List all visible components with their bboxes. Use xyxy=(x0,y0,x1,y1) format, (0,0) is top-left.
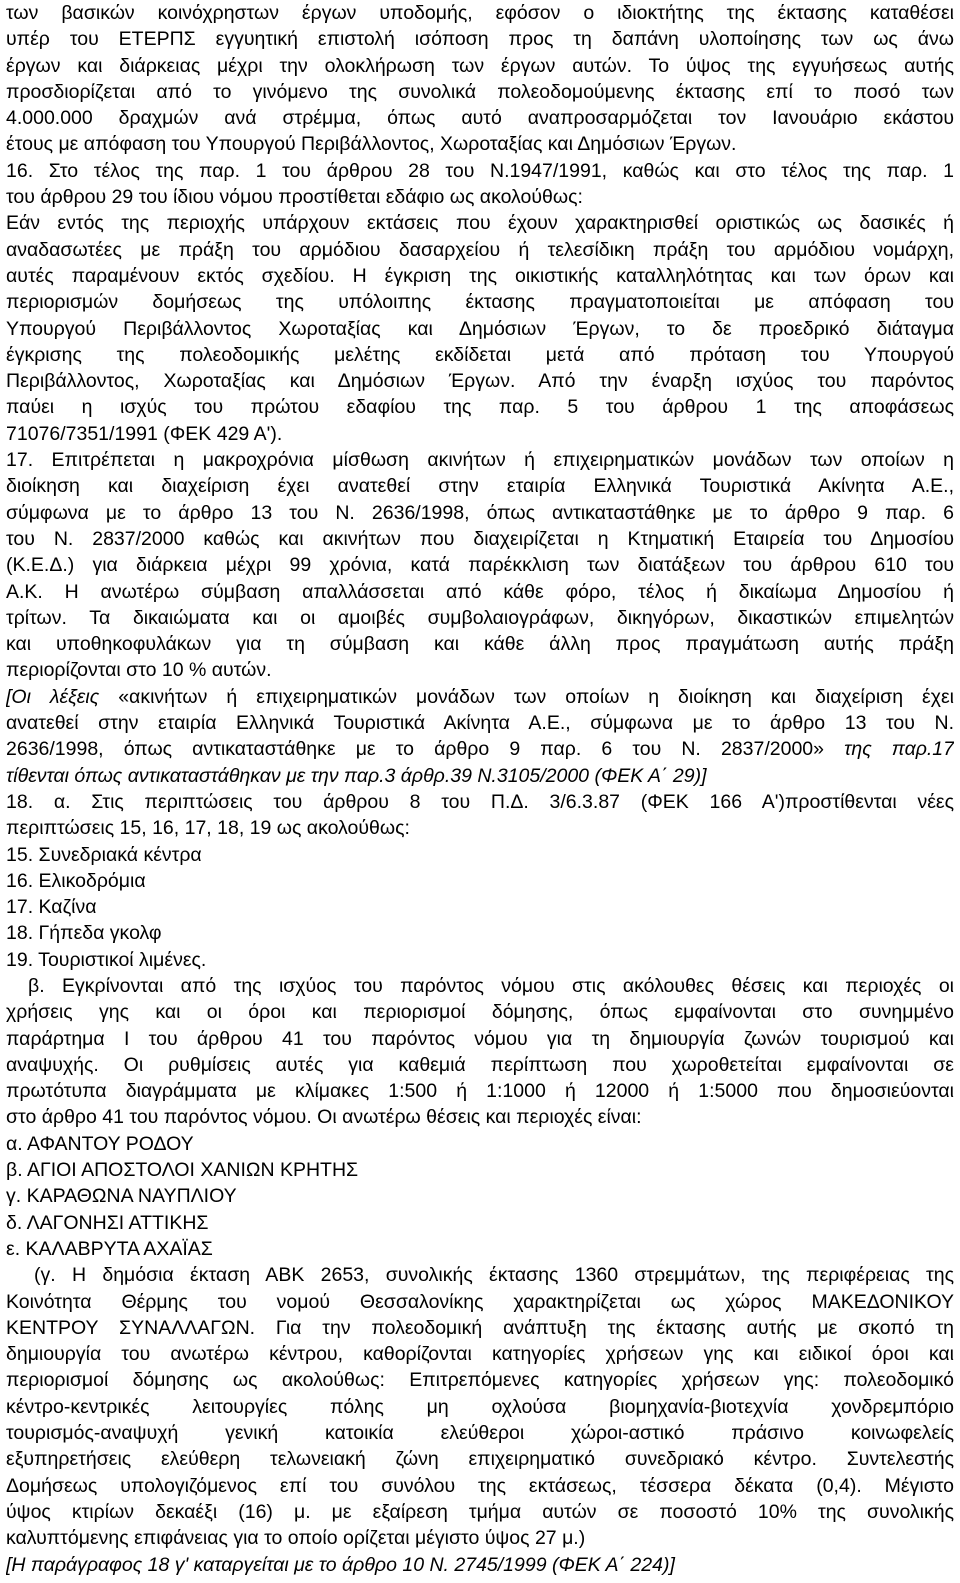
text-line: περιπτώσεις 15, 16, 17, 18, 19 ως ακολούθως: xyxy=(6,817,410,840)
text-line: Περιβάλλοντος, Χωροταξίας και Δημόσιων Έργων. Από την έναρξη ισχύος του παρόντος xyxy=(6,370,954,393)
amendment-text: «ακινήτων ή επιχειρηματικών μονάδων των οποίων η διοίκηση και διαχείριση έχει xyxy=(118,685,954,708)
text-line: 4.000.000 δραχμών ανά στρέμμα, όπως αυτό αναπροσαρμόζεται τον Ιανουάριο εκάστου xyxy=(6,107,954,130)
text-line: έργων και διάρκειας μέχρι την ολοκλήρωση των έργων αυτών. Το ύψος της εγγυήσεως αυτής xyxy=(6,54,954,77)
text-line: χρήσεις γης και οι όροι και περιορισμοί δόμησης, όπως εμφαίνονται στο συνημμένο xyxy=(6,1001,954,1024)
text-line: ΚΕΝΤΡΟΥ ΣΥΝΑΛΛΑΓΩΝ. Για την πολεοδομική ανάπτυξη της έκτασης αυτής με σκοπό τη xyxy=(6,1316,954,1339)
list-item: γ. ΚΑΡΑΘΩΝΑ ΝΑΥΠΛΙΟΥ xyxy=(6,1185,237,1208)
text-line: Δομήσεως υπολογιζόμενος επί του συνόλου της εκτάσεως, τέσσερα δέκατα (0,4). Μέγιστο xyxy=(6,1474,954,1497)
amendment-line xyxy=(6,684,954,710)
text-line: αυτές παραμένουν εκτός σχεδίου. Η έγκριση της οικιστικής καταλληλότητας και των όρων και xyxy=(6,264,954,287)
text-line: Κοινότητα Θέρμης του νομού Θεσσαλονίκης χαρακτηρίζεται ως χώρος ΜΑΚΕΔΟΝΙΚΟΥ xyxy=(6,1290,954,1313)
amendment-italic: [Οι λέξεις xyxy=(6,685,100,708)
amendment-text: 2636/1998, όπως αντικαταστάθηκε με το άρθρο 9 παρ. 6 του Ν. 2837/2000» xyxy=(6,738,824,761)
paragraph-16-start: 16. Στο τέλος της παρ. 1 του άρθρου 28 του Ν.1947/1991, καθώς και στο τέλος της παρ. 1 xyxy=(6,159,954,182)
amendment-italic: της παρ.17 xyxy=(844,738,954,761)
text-line: παύει η ισχύς του πρώτου εδαφίου της παρ. 5 του άρθρου 1 της αποφάσεως xyxy=(6,396,954,419)
amendment-line xyxy=(6,736,954,762)
text-line: έγκρισης της πολεοδομικής μελέτης εκδίδεται μετά από πρόταση του Υπουργού xyxy=(6,343,954,366)
text-line: τουρισμός-αναψυχή γενική κατοικία ελεύθεροι χώροι-αστικό πράσινο κοινωφελείς xyxy=(6,1422,954,1445)
text-line: του άρθρου 29 του ίδιου νόμου προστίθεται εδάφιο ως ακολούθως: xyxy=(6,186,583,209)
text-line: (Κ.Ε.Δ.) για διάρκεια μέχρι 99 χρόνια, κατά παρέκκλιση των διατάξεων του άρθρου 610 του xyxy=(6,554,954,577)
text-line: προσδιορίζεται από το γινόμενο της συνολικά πολεοδομούμενης έκτασης επί το ποσό των xyxy=(6,80,954,103)
text-line: περιορισμοί δόμησης ως ακολούθως: Επιτρεπόμενες κατηγορίες χρήσεων γης: πολεοδομικό xyxy=(6,1369,954,1392)
text-line: του Ν. 2837/2000 καθώς και ακινήτων που διαχειρίζεται η Κτηματική Εταιρεία του Δημοσίου xyxy=(6,527,954,550)
text-line: 71076/7351/1991 (ΦΕΚ 429 Α'). xyxy=(6,422,283,445)
list-item: ε. ΚΑΛΑΒΡΥΤΑ ΑΧΑΪΑΣ xyxy=(6,1237,213,1260)
text-line: σύμφωνα με το άρθρο 13 του Ν. 2636/1998, όπως αντικαταστάθηκε με το άρθρο 9 παρ. 6 xyxy=(6,501,954,524)
list-item: 15. Συνεδριακά κέντρα xyxy=(6,843,202,866)
text-line: αναψυχής. Οι ρυθμίσεις αυτές για καθεμιά περίπτωση που χωροθετείται εμφαίνονται σε xyxy=(6,1053,954,1076)
amendment-line: ανατεθεί στην εταιρία Ελληνικά Τουριστικά Ακίνητα Α.Ε., σύμφωνα με το άρθρο 13 του Ν. xyxy=(6,712,954,735)
text-line: πρωτότυπα διαγράμματα με κλίμακες 1:500 ή 1:1000 ή 12000 ή 1:5000 που δημοσιεύονται xyxy=(6,1080,954,1103)
text-line: κέντρο-κεντρικές λειτουργίες πόλης μη οχλούσα βιομηχανία-βιοτεχνία χονδρεμπόριο xyxy=(6,1395,954,1418)
text-line: ύψος κτιρίων δεκαέξι (16) μ. με εξαίρεση τμήμα αυτών σε ποσοστό 10% της συνολικής xyxy=(6,1500,954,1523)
text-line: περιορισμών δομήσεως της υπόλοιπης έκτασης πραγματοποιείται με απόφαση του xyxy=(6,291,954,314)
repeal-note: [Η παράγραφος 18 γ' καταργείται με το άρθρο 10 Ν. 2745/1999 (ΦΕΚ Α΄ 224)] xyxy=(6,1553,675,1576)
text-line: Α.Κ. Η ανωτέρω σύμβαση απαλλάσσεται από κάθε φόρο, τέλος ή δικαίωμα Δημοσίου ή xyxy=(6,580,954,603)
list-item: 17. Καζίνα xyxy=(6,896,97,919)
text-line: Υπουργού Περιβάλλοντος Χωροταξίας και Δημόσιων Έργων, το δε προεδρικό διάταγμα xyxy=(6,317,954,340)
document-page xyxy=(6,0,954,1578)
list-item: 19. Τουριστικοί λιμένες. xyxy=(6,948,207,971)
text-line: δημιουργία του ανωτέρω κέντρου, καθορίζονται κατηγορίες χρήσεων γης και ειδικοί όροι και xyxy=(6,1343,954,1366)
amendment-line: τίθενται όπως αντικαταστάθηκαν με την παρ.3 άρθρ.39 Ν.3105/2000 (ΦΕΚ Α΄ 29)] xyxy=(6,764,707,787)
text-line: στο άρθρο 41 του παρόντος νόμου. Οι ανωτέρω θέσεις και περιοχές είναι: xyxy=(6,1106,642,1129)
list-item: 16. Ελικοδρόμια xyxy=(6,869,146,892)
list-item: α. ΑΦΑΝΤΟΥ ΡΟΔΟΥ xyxy=(6,1132,194,1155)
list-item: 18. Γήπεδα γκολφ xyxy=(6,922,162,945)
paragraph-17-start: 17. Επιτρέπεται η μακροχρόνια μίσθωση ακινήτων ή επιχειρηματικών μονάδων των οποίων η xyxy=(6,449,954,472)
text-line: των βασικών κοινόχρηστων έργων υποδομής, εφόσον ο ιδιοκτήτης της έκτασης καταθέσει xyxy=(6,2,954,24)
paragraph-b-start: β. Εγκρίνονται από της ισχύος του παρόντος νόμου στις ακόλουθες θέσεις και περιοχές οι xyxy=(28,974,954,997)
text-line: αναδασωτέες με πράξη του αρμόδιου δασαρχείου ή τελεσίδικη πράξη του αρμόδιου νομάρχη, xyxy=(6,238,954,261)
text-line: παράρτημα Ι του άρθρου 41 του παρόντος νόμου για τη δημιουργία ζωνών τουρισμού και xyxy=(6,1027,954,1050)
text-line: τρίτων. Τα δικαιώματα και οι αμοιβές συμβολαιογράφων, δικηγόρων, δικαστικών επιμελητών xyxy=(6,606,954,629)
text-line: διοίκηση και διαχείριση έχει ανατεθεί στην εταιρία Ελληνικά Τουριστικά Ακίνητα Α.Ε., xyxy=(6,475,954,498)
paragraph-18-start: 18. α. Στις περιπτώσεις του άρθρου 8 του Π.Δ. 3/6.3.87 (ΦΕΚ 166 Α')προστίθενται νέες xyxy=(6,790,954,813)
paragraph-c-start: (γ. Η δημόσια έκταση ΑΒΚ 2653, συνολικής έκτασης 1360 στρεμμάτων, της περιφέρειας της xyxy=(34,1264,954,1287)
text-line: καλυπτόμενης επιφάνειας για το οποίο ορίζεται μέγιστο ύψος 27 μ.) xyxy=(6,1527,586,1550)
text-line: υπέρ του ΕΤΕΡΠΣ εγγυητική επιστολή ισόποση προς τη δαπάνη υλοποίησης των ως άνω xyxy=(6,28,954,51)
text-line: εξυπηρετήσεις ελεύθερη τελωνειακή ζώνη επιχειρηματικό συνεδριακό κέντρο. Συντελεστής xyxy=(6,1448,954,1471)
text-line: περιορίζονται στο 10 % αυτών. xyxy=(6,659,272,682)
text-line: και υποθηκοφυλάκων για τη σύμβαση και κάθε άλλη προς πραγμάτωση αυτής πράξη xyxy=(6,633,954,656)
text-line: Εάν εντός της περιοχής υπάρχουν εκτάσεις που έχουν χαρακτηρισθεί οριστικώς ως δασικές ή xyxy=(6,212,954,235)
list-item: β. ΑΓΙΟΙ ΑΠΟΣΤΟΛΟΙ ΧΑΝΙΩΝ ΚΡΗΤΗΣ xyxy=(6,1159,359,1182)
list-item: δ. ΛΑΓΟΝΗΣΙ ΑΤΤΙΚΗΣ xyxy=(6,1211,209,1234)
text-line: έτους με απόφαση του Υπουργού Περιβάλλοντος, Χωροταξίας και Δημόσιων Έργων. xyxy=(6,133,737,156)
